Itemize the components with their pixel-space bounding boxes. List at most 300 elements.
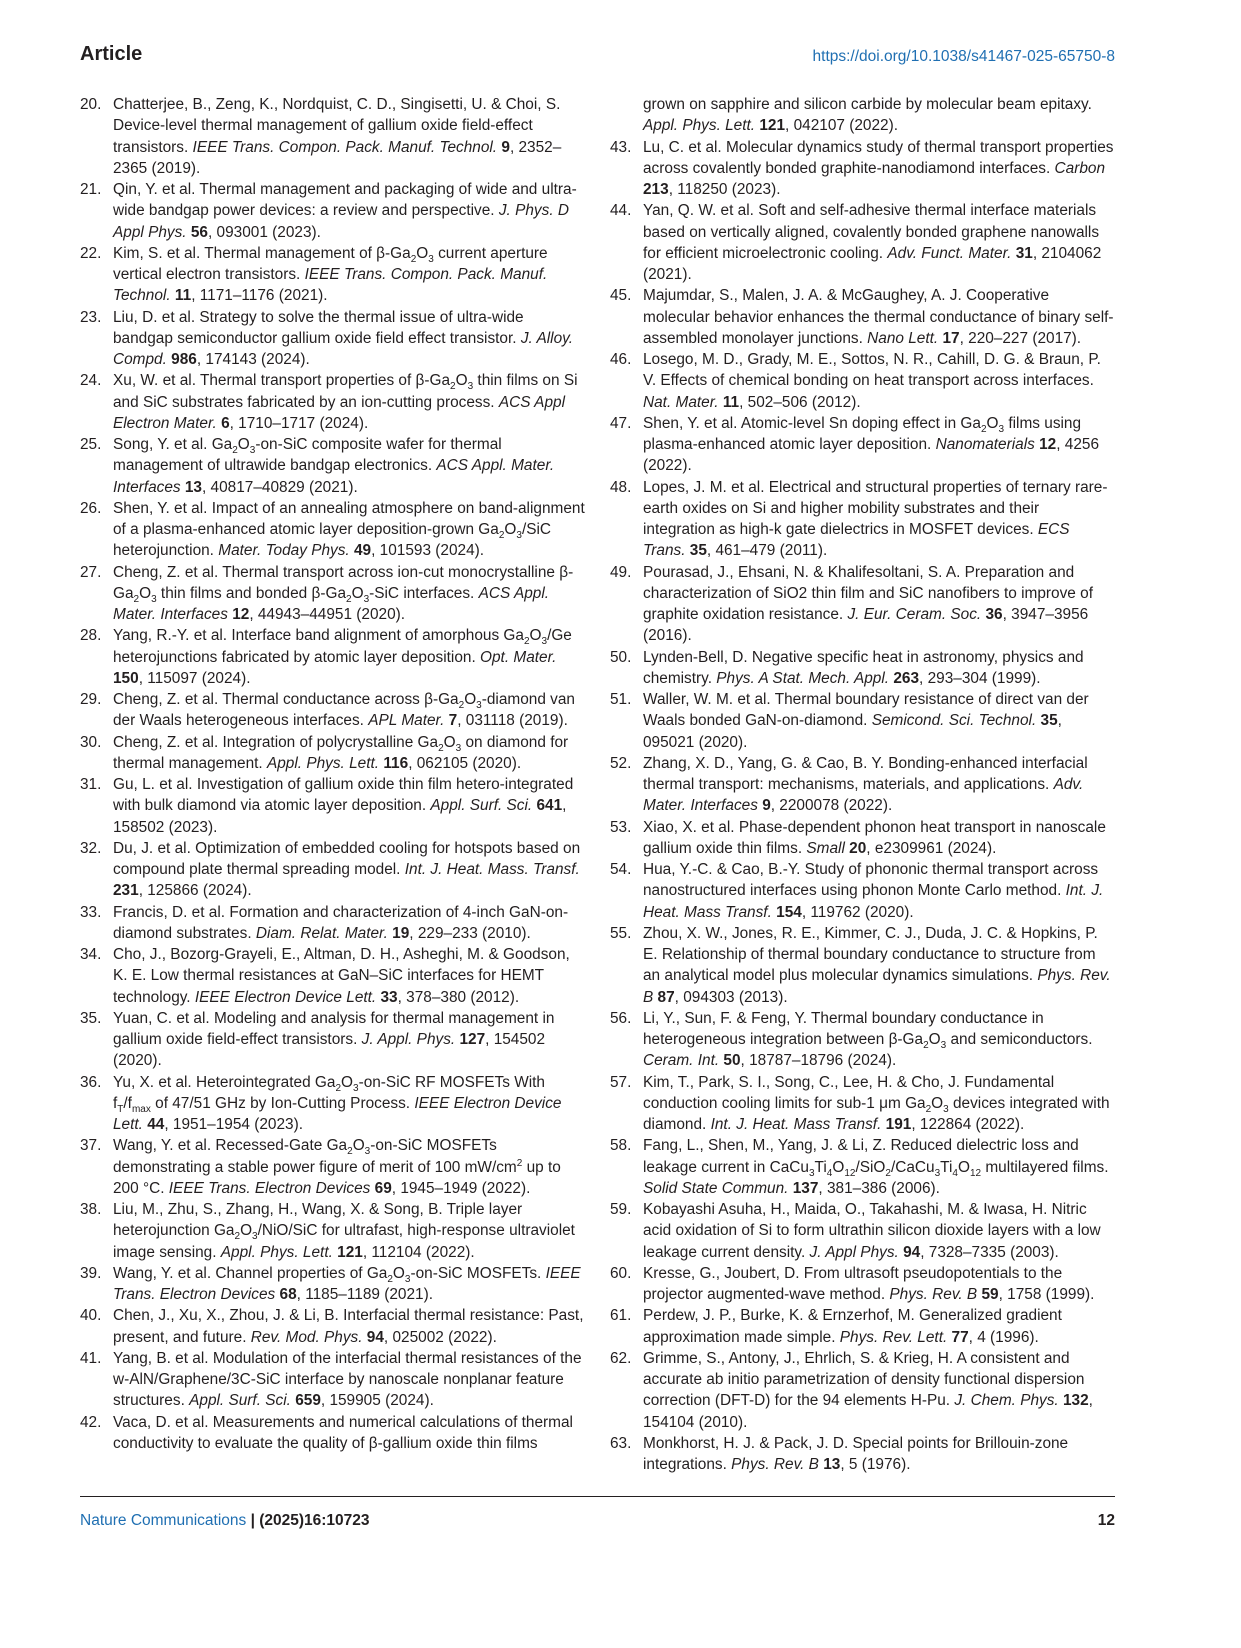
- reference-text-segment: O: [455, 372, 468, 390]
- reference-text-segment: O: [957, 1158, 970, 1176]
- reference-item: [610, 859, 1115, 923]
- reference-item: [610, 689, 1115, 753]
- reference-text-segment: Yu, X. et al. Heterointegrated Ga: [113, 1073, 336, 1091]
- reference-text-segment: Qin, Y. et al. Thermal management and packaging of wide and ultra-wide bandgap power devices: a review and perspective.: [113, 181, 577, 220]
- reference-text: [643, 647, 1115, 690]
- reference-text-segment: Fang, L., Shen, M., Yang, J. & Li, Z. Reduced dielectric loss and leakage current in CaCu: [643, 1137, 1079, 1176]
- reference-text-segment: Gu, L. et al. Investigation of gallium oxide thin film hetero-integrated with bulk diamond via atomic layer deposition.: [113, 776, 574, 815]
- journal-name: ECS Trans.: [643, 521, 1070, 560]
- reference-number: 58.: [610, 1137, 632, 1155]
- volume-number: 33: [380, 988, 398, 1006]
- reference-number: 53.: [610, 818, 632, 836]
- reference-text: [113, 434, 585, 498]
- reference-text: [113, 243, 585, 307]
- reference-number: 55.: [610, 924, 632, 942]
- reference-text: [643, 413, 1115, 477]
- footer-divider: [80, 1496, 1115, 1497]
- journal-name: Int. J. Heat. Mass. Transf.: [404, 861, 580, 878]
- reference-text-segment: O: [392, 1264, 405, 1282]
- reference-number: 41.: [80, 1349, 102, 1367]
- reference-number: 25.: [80, 436, 102, 453]
- volume-number: 7: [448, 712, 458, 730]
- reference-text-segment: , 2104062 (2021).: [643, 244, 1102, 283]
- reference-number: 32.: [80, 839, 102, 857]
- reference-item: [610, 413, 1115, 477]
- reference-item: [610, 1263, 1115, 1306]
- reference-item: [80, 1412, 585, 1455]
- subscript: 2: [232, 445, 238, 457]
- reference-number: 22.: [80, 244, 102, 262]
- reference-item: [80, 902, 585, 945]
- journal-name: J. Chem. Phys.: [954, 1392, 1059, 1410]
- reference-text-segment: O: [351, 584, 364, 602]
- journal-name: Adv. Funct. Mater.: [887, 244, 1012, 262]
- journal-name: Appl. Phys. Lett.: [266, 754, 380, 772]
- volume-number: 13: [823, 1456, 841, 1473]
- reference-number: 57.: [610, 1073, 632, 1091]
- volume-number: 11: [722, 393, 740, 411]
- subscript: 4: [826, 1167, 833, 1179]
- journal-name: J. Alloy. Compd.: [113, 329, 573, 368]
- article-type-label: Article: [80, 43, 143, 65]
- subscript: 2: [498, 530, 505, 542]
- subscript: 2: [980, 423, 987, 435]
- reference-number: 34.: [80, 946, 102, 963]
- reference-text-segment: /NiO/SiC for ultrafast, high-response ultraviolet image sensing.: [113, 1222, 575, 1261]
- journal-name: Diam. Relat. Mater.: [255, 924, 388, 942]
- reference-text: [643, 349, 1115, 413]
- reference-text-segment: -on-SiC RF MOSFETs With f: [113, 1073, 545, 1112]
- reference-text-segment: Chen, J., Xu, X., Zhou, J. & Li, B. Interfacial thermal resistance: Past, present, and future.: [113, 1307, 584, 1346]
- reference-text-segment: Zhou, X. W., Jones, R. E., Kimmer, C. J., Duda, J. C. & Hopkins, P. E. Relationship of thermal boundary conductance to structure from an analytical model plus molecular dynamics simulations.: [643, 924, 1098, 985]
- reference-text-segment: , 159905 (2024).: [320, 1392, 434, 1410]
- reference-text-segment: Hua, Y.-C. & Cao, B.-Y. Study of phononic thermal transport across nanostructured interfaces using phonon Monte Carlo method.: [643, 861, 1099, 900]
- reference-text-segment: Vaca, D. et al. Measurements and numerical calculations of thermal conductivity to evaluate the quality of β-gallium oxide thin films: [113, 1413, 573, 1452]
- journal-name: IEEE Trans. Compon. Pack. Manuf. Technol.: [192, 138, 498, 156]
- volume-number: 69: [374, 1179, 392, 1197]
- journal-name: Appl. Surf. Sci.: [430, 797, 533, 815]
- reference-item: [80, 562, 585, 626]
- subscript: 3: [808, 1167, 815, 1179]
- reference-item: [80, 774, 585, 838]
- volume-number: 150: [113, 669, 139, 687]
- reference-text-segment: /f: [123, 1094, 132, 1112]
- reference-text-segment: Majumdar, S., Malen, J. A. & McGaughey, A. J. Cooperative molecular behavior enhances the thermal conductance of binary self-assembled monolayer junctions.: [643, 287, 1114, 347]
- subscript: 2: [234, 1231, 241, 1243]
- superscript: 2: [516, 1157, 523, 1169]
- subscript: 3: [934, 1167, 941, 1179]
- reference-text-segment: films using plasma-enhanced atomic layer deposition.: [643, 414, 1082, 453]
- journal-name: Opt. Mater.: [480, 648, 557, 666]
- reference-text-segment: O: [237, 436, 250, 453]
- reference-number: 49.: [610, 563, 632, 581]
- reference-text-segment: Shen, Y. et al. Atomic-level Sn doping effect in Ga: [643, 414, 981, 432]
- reference-number: 52.: [610, 754, 632, 772]
- reference-text-segment: Monkhorst, H. J. & Pack, J. D. Special points for Brillouin-zone integrations.: [643, 1434, 1069, 1473]
- reference-text-segment: O: [240, 1222, 253, 1240]
- journal-name: IEEE Trans. Electron Devices: [168, 1179, 371, 1197]
- reference-item: [610, 1072, 1115, 1136]
- subscript: 2: [923, 1040, 929, 1052]
- reference-item: [80, 1199, 585, 1263]
- volume-number: 49: [353, 542, 372, 560]
- reference-item: [80, 498, 585, 562]
- reference-text-segment: , 18787–18796 (2024).: [740, 1052, 897, 1070]
- reference-item: [80, 689, 585, 732]
- reference-item: [610, 923, 1115, 1008]
- reference-text-segment: Yang, B. et al. Modulation of the interfacial thermal resistances of the w-AlN/Graphene/3C-SiC interface by nanoscale nonplanar feature structures.: [113, 1349, 582, 1410]
- reference-text-segment: -diamond van der Waals heterogeneous interfaces.: [113, 691, 575, 730]
- journal-name: Mater. Today Phys.: [218, 542, 350, 560]
- reference-text: [643, 1072, 1115, 1136]
- reference-text-segment: Chatterjee, B., Zeng, K., Nordquist, C. D., Singisetti, U. & Choi, S. Device-level thermal management of gallium oxide field-effect transistors.: [113, 96, 561, 156]
- reference-item: [80, 434, 585, 498]
- journal-name: IEEE Trans. Compon. Pack. Manuf. Technol.: [113, 266, 548, 305]
- reference-list-left-column: [80, 94, 585, 1454]
- reference-text-segment: multilayered films.: [981, 1158, 1109, 1176]
- journal-name: ACS Appl Electron Mater.: [113, 393, 565, 432]
- reference-text-segment: O: [529, 627, 542, 645]
- reference-text-segment: , 461–479 (2011).: [706, 542, 828, 560]
- reference-text-segment: , 118250 (2023).: [668, 181, 781, 198]
- volume-number: 12: [1039, 436, 1057, 453]
- journal-name: Solid State Commun.: [643, 1179, 789, 1197]
- reference-text-segment: /CaCu: [890, 1158, 935, 1176]
- reference-text-segment: Kobayashi Asuha, H., Maida, O., Takahashi, M. & Iwasa, H. Nitric acid oxidation of Si to form ultrathin silicon dioxide layers with a low leakage current density.: [643, 1201, 1101, 1261]
- reference-text-segment: , 093001 (2023).: [207, 223, 321, 241]
- reference-text: [643, 817, 1115, 860]
- reference-text-segment: thin films on Si and SiC substrates fabricated by an ion-cutting process.: [113, 372, 578, 411]
- reference-text: [113, 1305, 585, 1348]
- subscript: 2: [523, 636, 530, 648]
- journal-link[interactable]: Nature Communications: [80, 1512, 247, 1529]
- reference-item: [80, 1008, 585, 1072]
- volume-number: 137: [792, 1179, 819, 1197]
- reference-text: [113, 1072, 585, 1136]
- journal-name: Rev. Mod. Phys.: [250, 1328, 363, 1346]
- volume-number: 20: [849, 839, 867, 857]
- reference-item: [80, 1072, 585, 1136]
- reference-text-segment: /SiC heterojunction.: [113, 521, 552, 560]
- reference-item: [610, 1135, 1115, 1199]
- reference-text-segment: Yuan, C. et al. Modeling and analysis for thermal management in gallium oxide field-effect transistors.: [113, 1009, 555, 1048]
- volume-number: 31: [1015, 244, 1033, 262]
- reference-text: [643, 1305, 1115, 1348]
- reference-text: [113, 1008, 585, 1072]
- reference-text: [643, 923, 1115, 1008]
- journal-name: Phys. Rev. B: [731, 1456, 819, 1473]
- reference-text: [643, 1433, 1115, 1476]
- reference-text-segment: Liu, M., Zhu, S., Zhang, H., Wang, X. & Song, B. Triple layer heterojunction Ga: [113, 1201, 523, 1240]
- reference-text-segment: , 031118 (2019).: [457, 712, 568, 730]
- volume-number: 263: [893, 669, 920, 687]
- journal-name: ACS Appl. Mater. Interfaces: [113, 584, 550, 623]
- reference-text: [643, 562, 1115, 647]
- reference-item: [80, 179, 585, 243]
- reference-text-segment: , 115097 (2024).: [138, 669, 251, 687]
- volume-number: 11: [174, 287, 192, 305]
- journal-name: Int. J. Heat. Mass Transf.: [710, 1116, 882, 1133]
- reference-number: 30.: [80, 733, 102, 751]
- doi-link[interactable]: https://doi.org/10.1038/s41467-025-65750-8: [812, 48, 1115, 65]
- reference-item: [80, 732, 585, 775]
- volume-number: 659: [295, 1392, 321, 1410]
- reference-number: 38.: [80, 1201, 102, 1218]
- subscript: 3: [249, 445, 256, 457]
- volume-number: 59: [981, 1286, 999, 1303]
- reference-text-segment: , 4256 (2022).: [643, 436, 1100, 475]
- reference-number: 26.: [80, 499, 102, 517]
- reference-text-segment: , 378–380 (2012).: [397, 988, 520, 1006]
- reference-text-segment: , 095021 (2020).: [643, 712, 1062, 751]
- reference-item: [80, 94, 585, 179]
- reference-text-segment: , 154502 (2020).: [113, 1031, 546, 1070]
- reference-text-segment: grown on sapphire and silicon carbide by molecular beam epitaxy.: [643, 96, 1092, 113]
- reference-number: 61.: [610, 1307, 632, 1325]
- subscript: 3: [476, 700, 482, 712]
- reference-item-continuation: [610, 94, 1115, 137]
- subscript: 2: [387, 1273, 393, 1285]
- reference-number: 50.: [610, 648, 632, 666]
- reference-item: [610, 200, 1115, 285]
- journal-name: Appl. Phys. Lett.: [220, 1243, 333, 1261]
- reference-text-segment: , 174143 (2024).: [196, 351, 310, 368]
- reference-text: [113, 498, 585, 562]
- volume-number: 154: [776, 903, 802, 921]
- reference-text-segment: , 1710–1717 (2024).: [229, 414, 369, 432]
- subscript: 2: [346, 593, 352, 605]
- reference-text-segment: , 094303 (2013).: [674, 988, 788, 1006]
- reference-text-segment: , 154104 (2010).: [643, 1392, 1093, 1431]
- reference-item: [610, 817, 1115, 860]
- reference-item: [80, 1305, 585, 1348]
- reference-text-segment: , 381–386 (2006).: [818, 1179, 940, 1197]
- subscript: 3: [467, 381, 474, 393]
- subscript: T: [117, 1103, 124, 1115]
- journal-name: Phys. Rev. B: [643, 967, 1111, 1006]
- reference-number: 56.: [610, 1009, 632, 1027]
- reference-text-segment: up to 200 °C.: [113, 1158, 561, 1197]
- reference-text-segment: , 502–506 (2012).: [739, 393, 861, 411]
- reference-text: [113, 944, 585, 1008]
- journal-name: Phys. Rev. Lett.: [839, 1328, 948, 1346]
- reference-text-segment: , 220–227 (2017).: [959, 329, 1082, 347]
- subscript: 3: [940, 1040, 947, 1052]
- reference-number: 60.: [610, 1264, 632, 1282]
- subscript: 3: [516, 530, 522, 542]
- volume-number: 17: [942, 329, 960, 347]
- reference-text-segment: , 2352–2365 (2019).: [113, 138, 562, 177]
- reference-text: [113, 774, 585, 838]
- reference-text-segment: thin films and bonded β-Ga: [156, 584, 347, 602]
- reference-text-segment: Li, Y., Sun, F. & Feng, Y. Thermal boundary conductance in heterogeneous integration between β-Ga: [643, 1009, 1044, 1048]
- volume-number: 127: [459, 1031, 486, 1048]
- subscript: 2: [458, 700, 465, 712]
- reference-text-segment: Wang, Y. et al. Recessed-Gate Ga: [113, 1137, 348, 1155]
- subscript: 3: [353, 1082, 359, 1094]
- reference-number: 51.: [610, 691, 632, 708]
- reference-text-segment: Song, Y. et al. Ga: [113, 436, 233, 453]
- reference-text-segment: -on-SiC MOSFETs demonstrating a stable power figure of merit of 100 mW/cm: [113, 1137, 517, 1176]
- volume-number: 986: [171, 351, 197, 368]
- volume-number: 132: [1062, 1392, 1089, 1410]
- reference-text-segment: Ti: [940, 1158, 953, 1176]
- subscript: 12: [969, 1167, 982, 1179]
- reference-text: [113, 179, 585, 243]
- subscript: 3: [541, 636, 548, 648]
- journal-name: IEEE Electron Device Lett.: [113, 1094, 562, 1133]
- subscript: 3: [363, 593, 370, 605]
- volume-number: 116: [383, 754, 409, 772]
- reference-text-segment: Waller, W. M. et al. Thermal boundary resistance of direct van der Waals bonded GaN-on-diamond.: [643, 691, 1089, 730]
- reference-text-segment: O: [931, 1094, 944, 1112]
- reference-text-segment: /SiO: [855, 1158, 886, 1176]
- reference-item: [610, 753, 1115, 817]
- reference-text: [113, 1348, 585, 1412]
- reference-item: [610, 1348, 1115, 1433]
- reference-text: [113, 1135, 585, 1199]
- reference-text-segment: -on-SiC MOSFETs.: [410, 1264, 546, 1282]
- reference-number: 33.: [80, 903, 102, 921]
- reference-text-segment: O: [341, 1073, 353, 1091]
- reference-text-segment: , 293–304 (1999).: [919, 669, 1041, 687]
- journal-name: Semicond. Sci. Technol.: [871, 712, 1037, 730]
- reference-number: 36.: [80, 1073, 102, 1091]
- journal-name: J. Eur. Ceram. Soc.: [847, 606, 982, 623]
- reference-number: 63.: [610, 1434, 632, 1452]
- reference-text-segment: Ti: [814, 1158, 827, 1176]
- volume-number: 87: [657, 988, 675, 1006]
- reference-text: [643, 1263, 1115, 1306]
- reference-item: [610, 477, 1115, 562]
- reference-text-segment: , 101593 (2024).: [371, 542, 485, 560]
- volume-number: 9: [762, 797, 771, 815]
- subscript: 3: [943, 1103, 949, 1115]
- reference-text-segment: O: [832, 1158, 845, 1176]
- reference-text: [643, 859, 1115, 923]
- reference-text-segment: devices integrated with diamond.: [643, 1094, 1110, 1133]
- journal-name: IEEE Trans. Electron Devices: [113, 1264, 581, 1303]
- page-number: 12: [1097, 1512, 1115, 1529]
- volume-number: 191: [885, 1116, 912, 1133]
- reference-text: [643, 753, 1115, 817]
- reference-item: [80, 243, 585, 307]
- reference-item: [80, 838, 585, 902]
- volume-number: 94: [903, 1243, 921, 1261]
- volume-number: 231: [113, 882, 139, 900]
- subscript: 3: [998, 423, 1005, 435]
- journal-name: Small: [806, 839, 845, 857]
- reference-text-segment: Francis, D. et al. Formation and characterization of 4-inch GaN-on-diamond substrates.: [113, 903, 569, 942]
- reference-text-segment: current aperture vertical electron transistors.: [113, 244, 548, 283]
- reference-text: [113, 562, 585, 626]
- volume-number: 35: [1040, 712, 1058, 730]
- reference-number: 21.: [80, 181, 102, 198]
- journal-name: ACS Appl. Mater. Interfaces: [113, 457, 555, 496]
- reference-number: 39.: [80, 1264, 102, 1282]
- reference-number: 23.: [80, 308, 102, 326]
- volume-number: 6: [221, 414, 230, 432]
- reference-text: [113, 838, 585, 902]
- subscript: 2: [885, 1167, 891, 1179]
- reference-text-segment: Cho, J., Bozorg-Grayeli, E., Altman, D. H., Asheghi, M. & Goodson, K. E. Low thermal resistances at GaN–SiC interfaces for HEMT technology.: [113, 946, 570, 1006]
- subscript: 3: [404, 1273, 411, 1285]
- journal-name: Nat. Mater.: [643, 393, 719, 411]
- subscript: 4: [952, 1167, 958, 1179]
- reference-number: 28.: [80, 627, 102, 645]
- reference-text-segment: , 042107 (2022).: [785, 117, 898, 135]
- reference-number: 54.: [610, 861, 632, 878]
- subscript: 2: [410, 253, 417, 265]
- reference-text: [113, 732, 585, 775]
- reference-number: 43.: [610, 138, 632, 156]
- reference-number: 48.: [610, 478, 632, 496]
- reference-text-segment: , 4 (1996).: [968, 1328, 1039, 1346]
- reference-number: 27.: [80, 563, 102, 581]
- subscript: 3: [151, 593, 157, 605]
- reference-text: [643, 689, 1115, 753]
- reference-text-segment: Lopes, J. M. et al. Electrical and structural properties of ternary rare-earth oxides on Si and higher mobility substrates and their integration as high-k gate dielectrics in MOSFET devices.: [643, 478, 1108, 538]
- reference-text-segment: , 7328–7335 (2003).: [920, 1243, 1059, 1261]
- reference-text-segment: Kim, T., Park, S. I., Song, C., Lee, H. & Cho, J. Fundamental conduction cooling limits for sub-1 μm Ga: [643, 1073, 1055, 1112]
- reference-text-segment: O: [928, 1031, 941, 1048]
- reference-text: [113, 689, 585, 732]
- reference-text-segment: Xu, W. et al. Thermal transport properties of β-Ga: [113, 372, 451, 390]
- subscript: 12: [844, 1167, 856, 1179]
- reference-text: [643, 1348, 1115, 1433]
- reference-text: [113, 625, 585, 689]
- volume-number: 641: [536, 797, 563, 815]
- reference-text-segment: , 1951–1954 (2023).: [164, 1116, 303, 1133]
- subscript: 2: [347, 1146, 353, 1158]
- reference-number: 29.: [80, 691, 102, 708]
- reference-number: 46.: [610, 351, 632, 368]
- reference-text-segment: , 1185–1189 (2021).: [296, 1286, 433, 1303]
- reference-text: [113, 307, 585, 371]
- reference-number: 31.: [80, 776, 102, 793]
- reference-text-segment: of 47/51 GHz by Ion-Cutting Process.: [150, 1094, 415, 1112]
- reference-text-segment: on diamond for thermal management.: [113, 733, 569, 772]
- reference-text-segment: , 1945–1949 (2022).: [391, 1179, 531, 1197]
- reference-item: [610, 285, 1115, 349]
- reference-text-segment: , 025002 (2022).: [383, 1328, 497, 1346]
- volume-number: 213: [643, 181, 669, 198]
- volume-number: 19: [392, 924, 410, 942]
- journal-name: J. Appl Phys.: [809, 1243, 899, 1261]
- reference-text: [643, 137, 1115, 201]
- journal-name: APL Mater.: [368, 712, 445, 730]
- reference-number: 24.: [80, 372, 102, 390]
- reference-text-segment: Xiao, X. et al. Phase-dependent phonon heat transport in nanoscale gallium oxide thin films.: [643, 818, 1106, 857]
- reference-text: [643, 1135, 1115, 1199]
- reference-text-segment: Cheng, Z. et al. Thermal transport across ion-cut monocrystalline β-Ga: [113, 563, 574, 602]
- issue-info: | (2025)16:10723: [246, 1512, 370, 1529]
- volume-number: 50: [723, 1052, 741, 1070]
- reference-item: [80, 370, 585, 434]
- journal-name: Ceram. Int.: [643, 1052, 720, 1070]
- reference-text: [113, 1412, 585, 1455]
- reference-text-segment: , 125866 (2024).: [138, 882, 252, 900]
- reference-number: 37.: [80, 1137, 102, 1155]
- reference-text: [113, 1263, 585, 1306]
- reference-text-segment: Lu, C. et al. Molecular dynamics study of thermal transport properties across covalently bonded graphite-nanodiamond interfaces.: [643, 138, 1114, 177]
- reference-item: [610, 1305, 1115, 1348]
- reference-text-segment: , 229–233 (2010).: [409, 924, 531, 942]
- reference-text-segment: Cheng, Z. et al. Thermal conductance across β-Ga: [113, 691, 459, 708]
- reference-number: 35.: [80, 1009, 102, 1027]
- subscript: 3: [455, 742, 462, 754]
- reference-number: 42.: [80, 1413, 102, 1431]
